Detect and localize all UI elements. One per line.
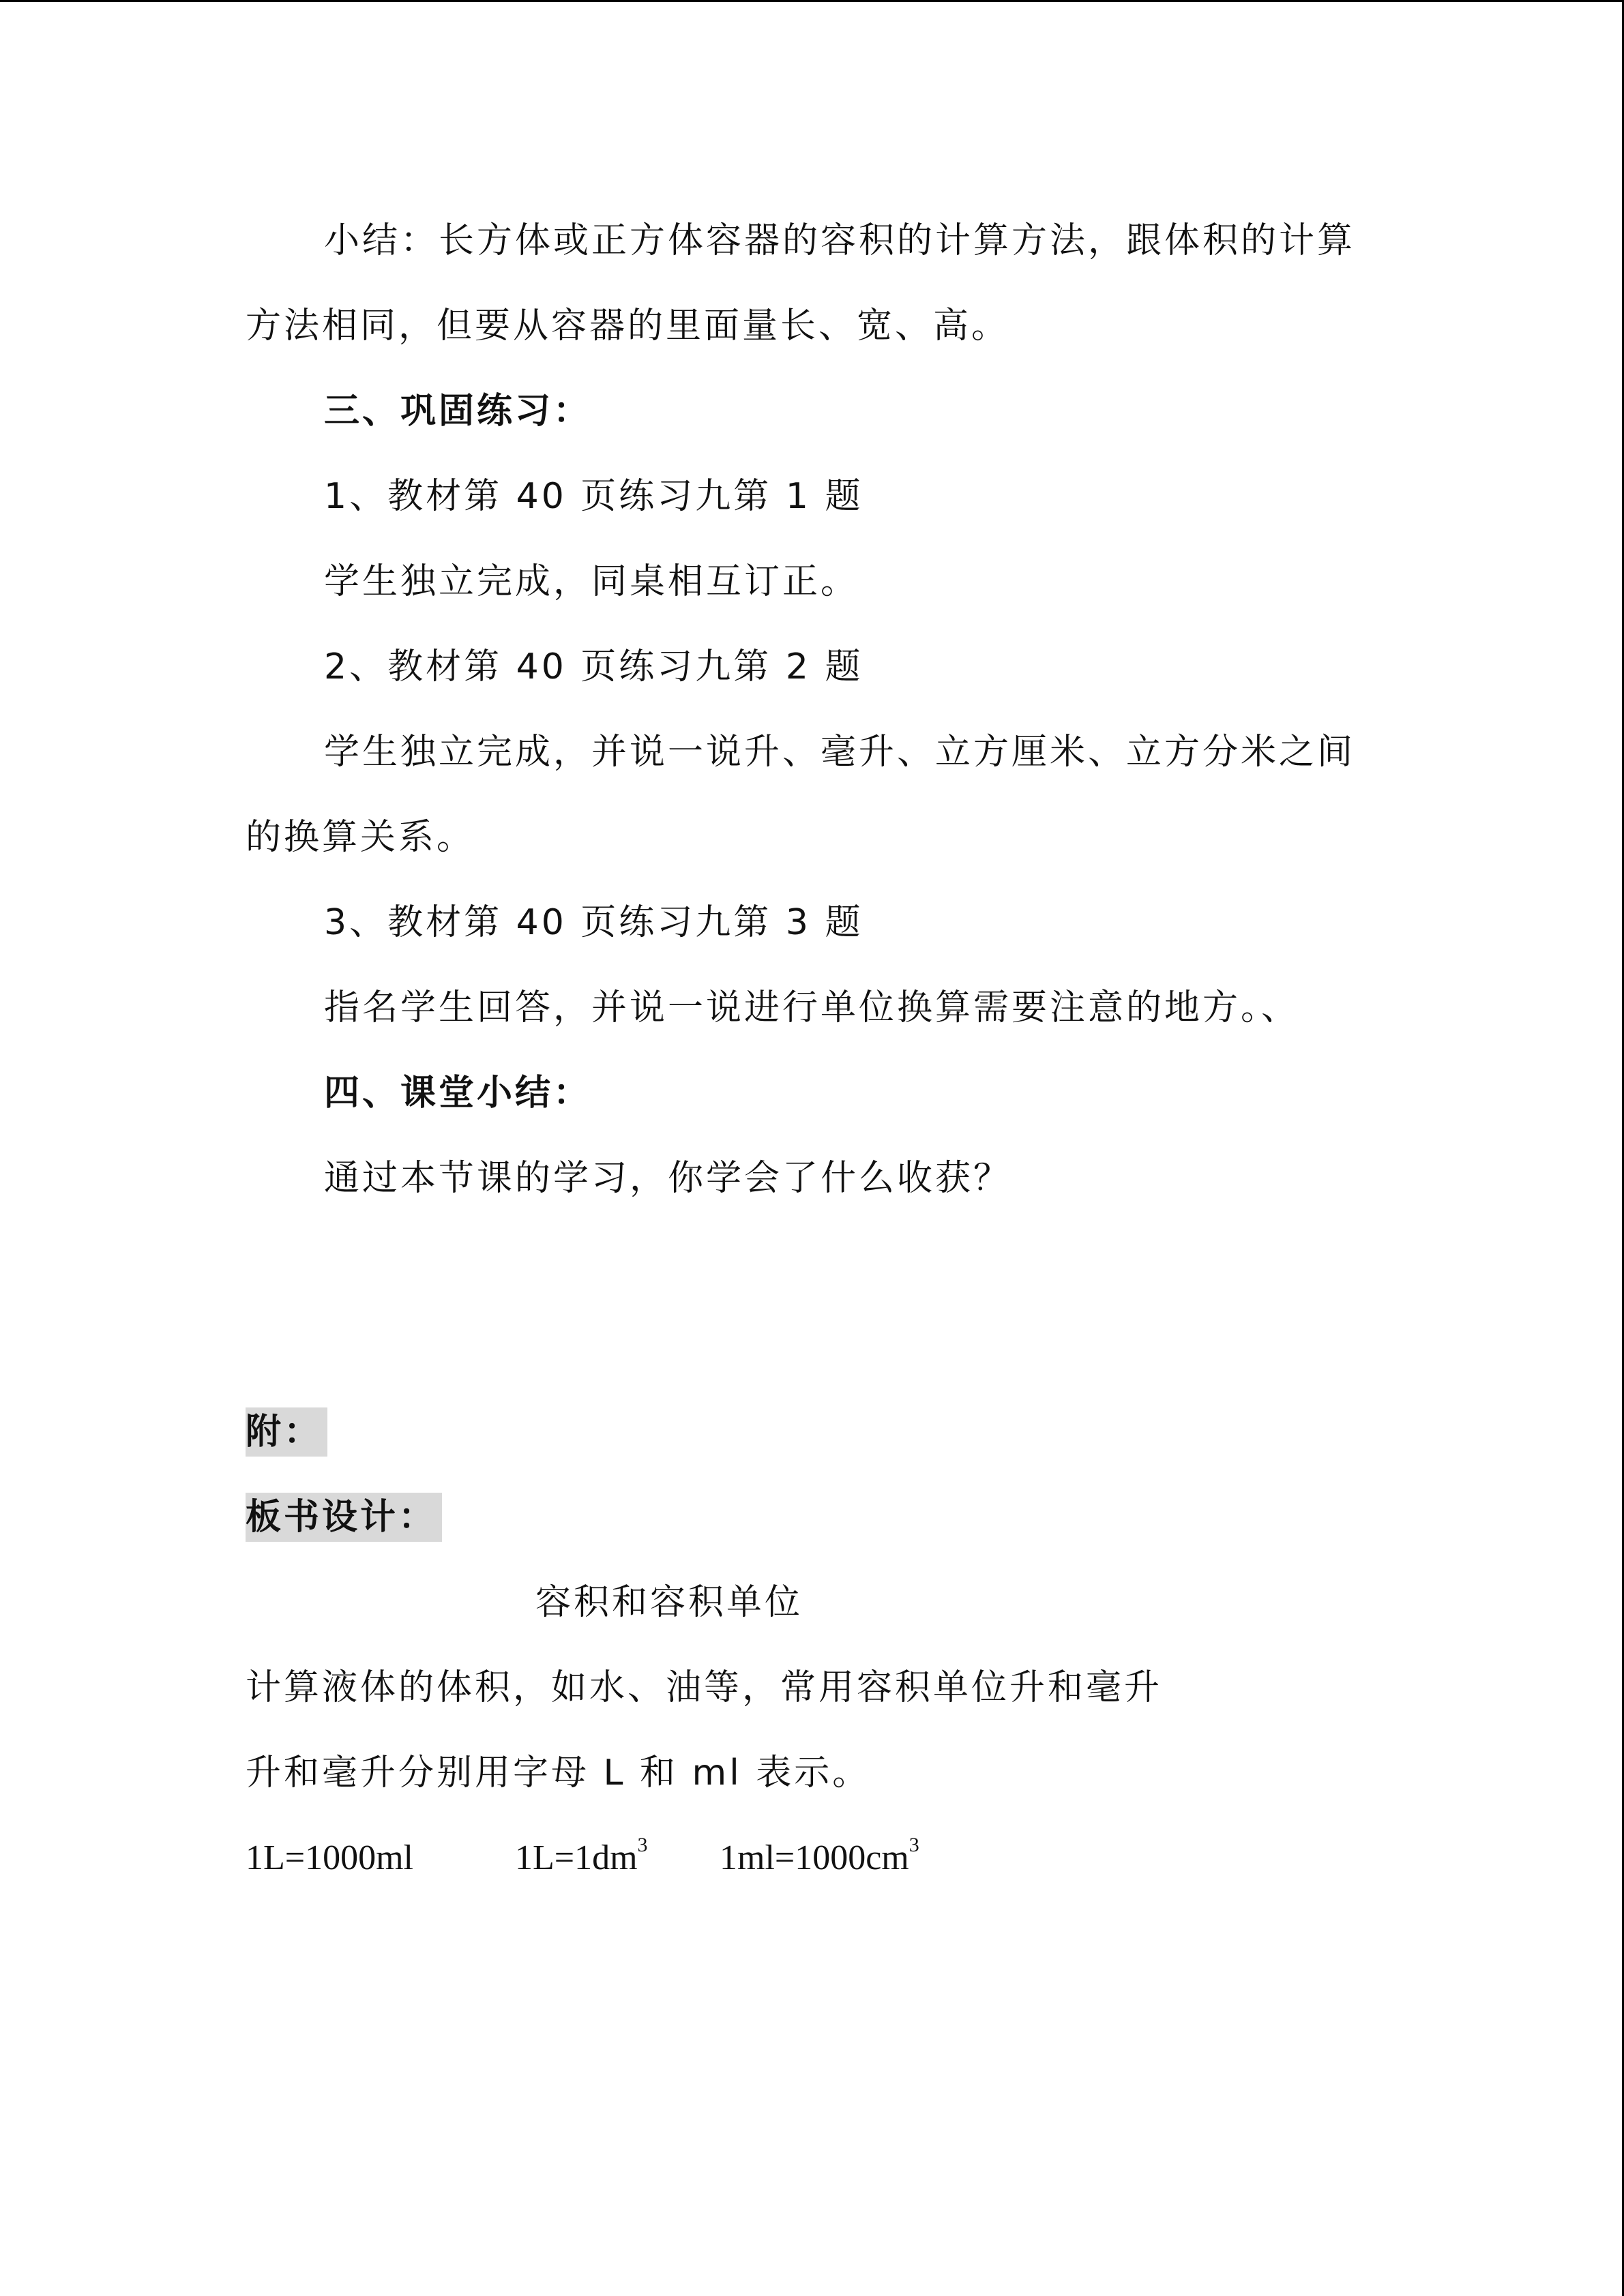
section-heading-practice: 三、巩固练习： <box>324 391 592 432</box>
exercise-3: 3、教材第 40 页练习九第 3 题 <box>324 902 863 943</box>
exercise-1: 1、教材第 40 页练习九第 1 题 <box>324 476 863 517</box>
formula-ml-cm3 <box>720 1828 919 1889</box>
board-design-label <box>246 1487 442 1548</box>
appendix-label <box>246 1401 327 1463</box>
formula-ml-cm3-base: 1ml=1000cm <box>720 1838 909 1877</box>
exercise-1-note: 学生独立完成，同桌相互订正。 <box>324 561 859 602</box>
exercise-3-note: 指名学生回答，并说一说进行单位换算需要注意的地方。、 <box>324 987 1300 1028</box>
board-line-2: 升和毫升分别用字母 L 和 ml 表示。 <box>246 1753 871 1793</box>
section-heading-summary: 四、课堂小结： <box>324 1073 592 1114</box>
formula-ml-cm3-exponent: 3 <box>909 1833 919 1856</box>
summary-question: 通过本节课的学习，你学会了什么收获？ <box>324 1158 1012 1199</box>
board-line-1: 计算液体的体积，如水、油等，常用容积单位升和毫升 <box>246 1667 1163 1708</box>
formula-liter-dm3-base: 1L=1dm <box>515 1838 638 1877</box>
exercise-2-note-line-2: 的换算关系。 <box>246 817 475 858</box>
formula-liter-dm3-exponent: 3 <box>637 1833 648 1856</box>
summary-line-1: 小结：长方体或正方体容器的容积的计算方法，跟体积的计算 <box>324 220 1356 261</box>
exercise-2: 2、教材第 40 页练习九第 2 题 <box>324 646 863 687</box>
formula-row <box>246 1828 1064 1889</box>
formula-liter-dm3 <box>515 1828 648 1889</box>
exercise-2-note-line-1: 学生独立完成，并说一说升、毫升、立方厘米、立方分米之间 <box>324 732 1356 773</box>
formula-liter-milliliter: 1L=1000ml <box>246 1838 413 1877</box>
appendix-label-text: 附： <box>246 1407 327 1457</box>
board-title: 容积和容积单位 <box>535 1582 803 1623</box>
board-design-label-text: 板书设计： <box>246 1493 442 1542</box>
summary-line-2: 方法相同，但要从容器的里面量长、宽、高。 <box>246 305 1010 346</box>
